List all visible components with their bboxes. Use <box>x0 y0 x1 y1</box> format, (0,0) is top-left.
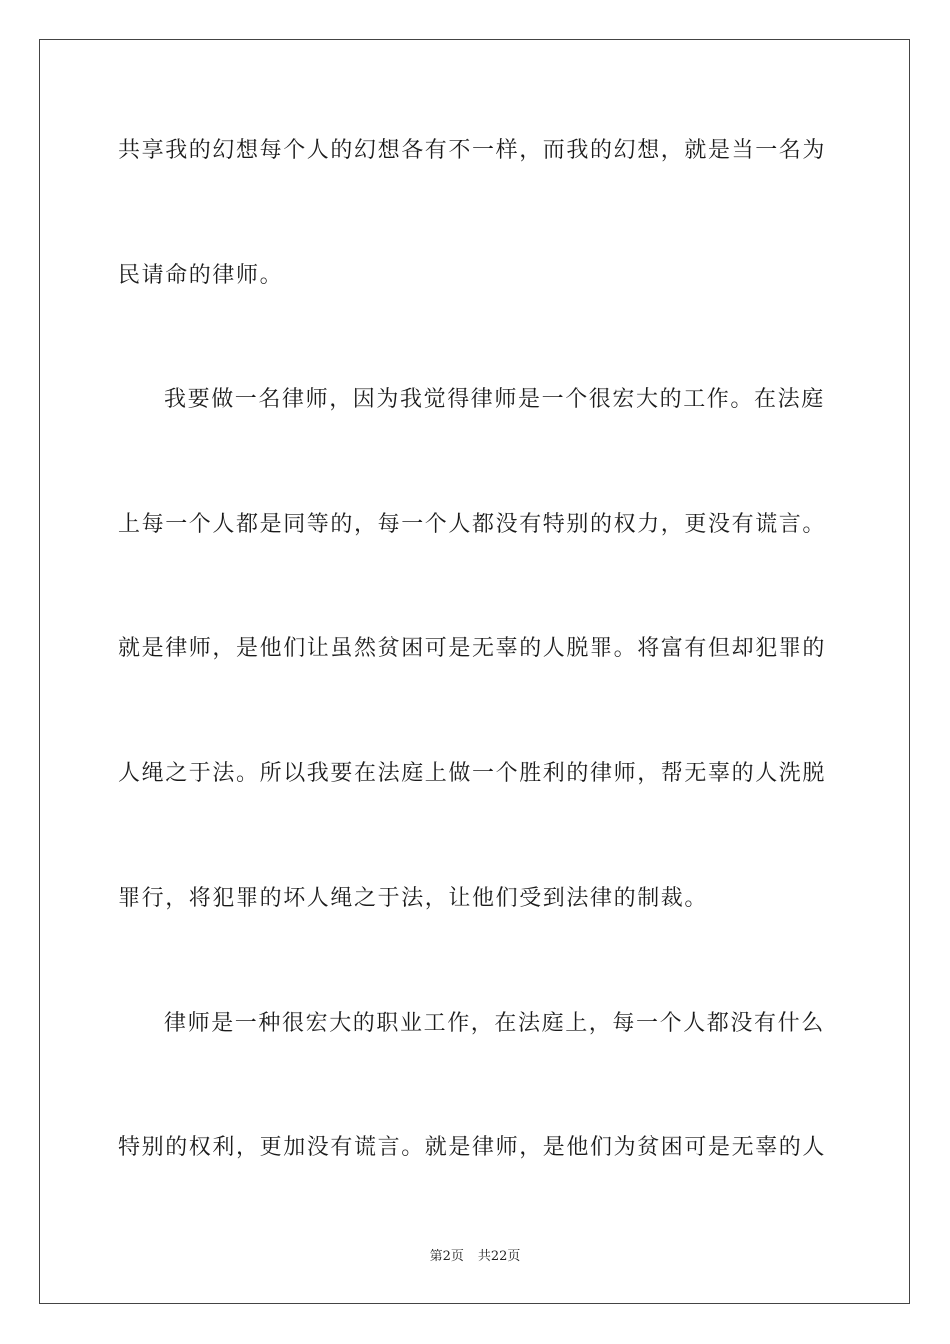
text-line-4: 上每一个人都是同等的，每一个人都没有特别的权力，更没有谎言。 <box>118 512 827 537</box>
text-line-9: 特别的权利，更加没有谎言。就是律师，是他们为贫困可是无辜的人 <box>118 1135 827 1160</box>
text-line-2: 民请命的律师。 <box>118 263 284 288</box>
text-line-3: 我要做一名律师，因为我觉得律师是一个很宏大的工作。在法庭 <box>164 387 825 412</box>
total-page-count: 共22页 <box>477 1249 521 1264</box>
text-line-8: 律师是一种很宏大的职业工作，在法庭上，每一个人都没有什么 <box>164 1011 825 1036</box>
text-line-7: 罪行，将犯罪的坏人绳之于法，让他们受到法律的制裁。 <box>118 886 709 911</box>
current-page-number: 第2页 <box>429 1249 464 1264</box>
page-border <box>39 39 910 1304</box>
text-line-6: 人绳之于法。所以我要在法庭上做一个胜利的律师，帮无辜的人洗脱 <box>118 761 827 786</box>
text-line-5: 就是律师，是他们让虽然贫困可是无辜的人脱罪。将富有但却犯罪的 <box>118 636 827 661</box>
text-line-1: 共享我的幻想每个人的幻想各有不一样，而我的幻想，就是当一名为 <box>118 138 827 163</box>
page-footer <box>0 1248 950 1266</box>
